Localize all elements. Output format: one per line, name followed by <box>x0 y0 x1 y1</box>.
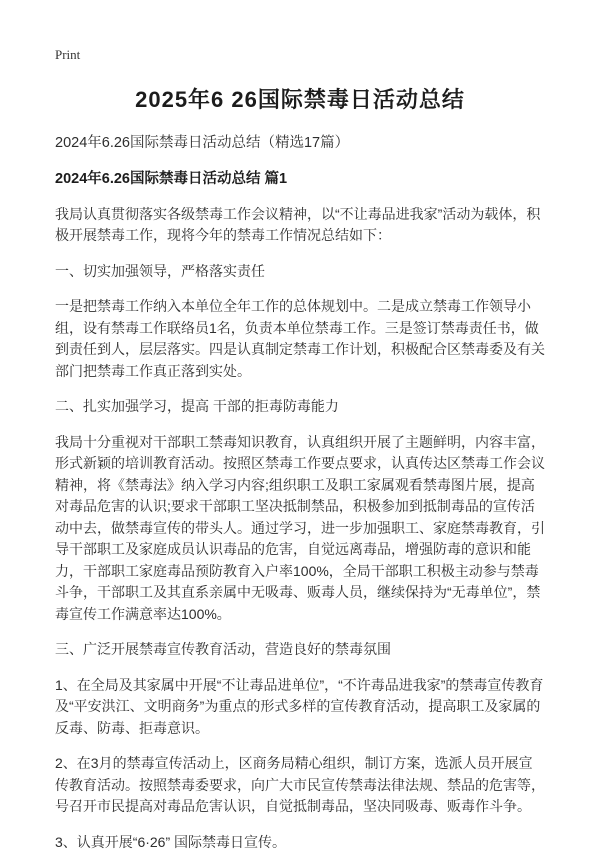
entry-heading: 2024年6.26国际禁毒日活动总结 篇1 <box>55 170 288 187</box>
section-3-heading: 三、广泛开展禁毒宣传教育活动，营造良好的禁毒氛围 <box>55 641 391 658</box>
page-title: 2025年6 26国际禁毒日活动总结 <box>135 87 465 112</box>
section-1-heading: 一、切实加强领导，严格落实责任 <box>55 262 265 279</box>
paragraph-intro: 我局认真贯彻落实各级禁毒工作会议精神，以“不让毒品进我家”活动为载体，积极开展禁毒工作，现将今年的禁毒工作情况总结如下： <box>55 205 541 244</box>
section-2-heading: 二、扎实加强学习，提高 干部的拒毒防毒能力 <box>55 398 339 415</box>
doc-subtitle: 2024年6.26国际禁毒日活动总结（精选17篇） <box>55 135 350 152</box>
section-3-paragraph-2: 2、在3月的禁毒宣传活动上，区商务局精心组织，制订方案，选派人员开展宣传教育活动。按照禁毒委要求，向广大市民宣传禁毒法律法规、禁品的危害等，号召开市民提高对毒品危害认识，自觉抵制毒品，坚决同吸毒、贩毒作斗争。 <box>55 755 545 815</box>
section-3-paragraph-3: 3、认真开展“6·26” 国际禁毒日宣传。 <box>55 833 287 850</box>
section-1-paragraph: 一是把禁毒工作纳入本单位全年工作的总体规划中。二是成立禁毒工作领导小组，设有禁毒工作联络员1名，负责本单位禁毒工作。三是签订禁毒责任书，做到责任到人，层层落实。四是认真制定禁毒工作计划，积极配合区禁毒委及有关部门把禁毒工作真正落到实处。 <box>55 298 545 379</box>
section-3-paragraph-1: 1、在全局及其家属中开展“不让毒品进单位”，“不许毒品进我家”的禁毒宣传教育及“平安洪江、文明商务”为重点的形式多样的宣传教育活动，提高职工及家属的反毒、防毒、拒毒意识。 <box>55 676 544 736</box>
print-link[interactable]: Print <box>55 47 81 62</box>
section-2-paragraph: 我局十分重视对干部职工禁毒知识教育，认真组织开展了主题鲜明，内容丰富，形式新颖的培训教育活动。按照区禁毒工作要点要求，认真传达区禁毒工作会议精神，将《禁毒法》纳入学习内容;组织职工及职工家属观看禁毒图片展，提高对毒品危害的认识;要求干部职工坚决抵制禁品，积极参加到抵制毒品的宣传活动中去，做禁毒宣传的带头人。通过学习，进一步加强职工、家庭禁毒教育，引导干部职工及家庭成员认识毒品的危害，自觉远离毒品，增强防毒的意识和能力，干部职工家庭毒品预防教育入户率100%，全局干部职工积极主动参与禁毒斗争，干部职工及其直系亲属中无吸毒、贩毒人员，继续保持为“无毒单位”，禁毒宣传工作满意率达100%。 <box>55 433 545 622</box>
